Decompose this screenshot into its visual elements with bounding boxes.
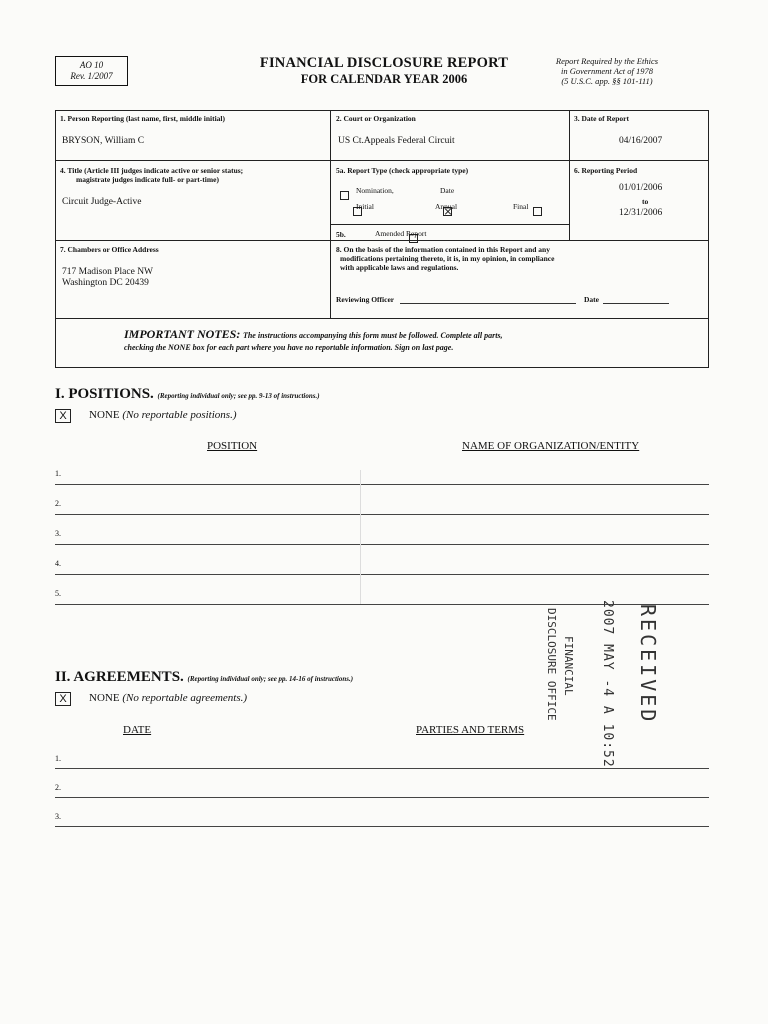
divider xyxy=(55,160,709,161)
initial-label: Initial xyxy=(356,202,374,211)
agreements-none-word: NONE xyxy=(89,692,120,704)
reporting-period-label: 6. Reporting Period xyxy=(574,166,638,175)
nomination-label: Nomination, xyxy=(356,186,394,195)
positions-row-number: 3. xyxy=(55,529,61,538)
form-revision: Rev. 1/2007 xyxy=(70,71,113,81)
nomination-checkbox[interactable] xyxy=(340,191,349,200)
address-line-2[interactable]: Washington DC 20439 xyxy=(62,278,149,288)
final-label: Final xyxy=(513,202,529,211)
positions-none-detail: (No reportable positions.) xyxy=(122,409,237,421)
organization-column-header: NAME OF ORGANIZATION/ENTITY xyxy=(462,440,640,452)
ethics-line-1: Report Required by the Ethics xyxy=(555,56,659,66)
positions-row-line[interactable] xyxy=(55,544,709,545)
court-value[interactable]: US Ct.Appeals Federal Circuit xyxy=(338,136,455,146)
agreements-row-number: 2. xyxy=(55,783,61,792)
period-to-word: to xyxy=(642,197,649,206)
annual-label: Annual xyxy=(435,202,458,211)
form-code: AO 10 xyxy=(79,60,104,70)
agreements-heading xyxy=(55,669,353,686)
agreements-row-line[interactable] xyxy=(55,797,709,798)
final-checkbox[interactable] xyxy=(533,207,542,216)
divider xyxy=(330,110,331,318)
positions-row-line[interactable] xyxy=(55,574,709,575)
positions-row-line[interactable] xyxy=(55,484,709,485)
received-stamp-date: 2007 MAY -4 A 10:52 xyxy=(600,600,615,768)
divider xyxy=(569,110,570,240)
agreements-note: (Reporting individual only; see pp. 14-16 of instructions.) xyxy=(187,675,354,683)
received-stamp: RECEIVED xyxy=(636,604,660,725)
divider xyxy=(55,240,709,241)
important-notes-text-2: checking the NONE box for each part where you have no reportable information. Sign on last page. xyxy=(124,343,454,352)
positions-row-number: 5. xyxy=(55,589,61,598)
nomination-date-label: Date xyxy=(440,186,455,195)
certification-line-3: with applicable laws and regulations. xyxy=(340,263,459,272)
title-label: 4. Title (Article III judges indicate active or senior status; xyxy=(60,166,244,175)
agreements-row-number: 1. xyxy=(55,754,61,763)
important-notes xyxy=(124,327,503,342)
court-label: 2. Court or Organization xyxy=(336,114,416,123)
agreements-none-label xyxy=(89,692,247,704)
positions-row-number: 4. xyxy=(55,559,61,568)
positions-note: (Reporting individual only; see pp. 9-13 of instructions.) xyxy=(157,392,320,400)
person-reporting-value[interactable]: BRYSON, William C xyxy=(62,136,145,146)
address-label: 7. Chambers or Office Address xyxy=(60,245,159,254)
reviewing-officer-label: Reviewing Officer xyxy=(336,295,395,304)
positions-none-label xyxy=(89,409,237,421)
stamp-office-line-2: DISCLOSURE OFFICE xyxy=(545,608,558,721)
positions-row-number: 1. xyxy=(55,469,61,478)
review-date-line[interactable] xyxy=(603,303,669,304)
important-notes-heading: IMPORTANT NOTES: xyxy=(124,327,241,341)
positions-row-line[interactable] xyxy=(55,514,709,515)
title-value[interactable]: Circuit Judge-Active xyxy=(62,197,142,207)
date-of-report-label: 3. Date of Report xyxy=(574,114,629,123)
amended-label: Amended Report xyxy=(375,229,427,238)
positions-row-number: 2. xyxy=(55,499,61,508)
period-to[interactable]: 12/31/2006 xyxy=(619,208,663,218)
report-title: FINANCIAL DISCLOSURE REPORT xyxy=(259,55,509,71)
agreements-row-number: 3. xyxy=(55,812,61,821)
report-type-label: 5a. Report Type (check appropriate type) xyxy=(336,166,469,175)
person-reporting-label: 1. Person Reporting (last name, first, middle initial) xyxy=(60,114,225,123)
positions-title: I. POSITIONS. xyxy=(55,386,154,402)
positions-none-checkbox[interactable]: X xyxy=(55,409,71,423)
stamp-office-line-1: FINANCIAL xyxy=(562,636,575,696)
parties-terms-column-header: PARTIES AND TERMS xyxy=(416,724,525,736)
title-label-line-2: magistrate judges indicate full- or part-time) xyxy=(76,175,219,184)
positions-none-word: NONE xyxy=(89,409,120,421)
column-divider xyxy=(360,470,361,604)
positions-heading xyxy=(55,386,320,403)
agreements-none-detail: (No reportable agreements.) xyxy=(122,692,248,704)
ethics-line-3: (5 U.S.C. app. §§ 101-111) xyxy=(561,76,653,86)
reviewing-officer-line[interactable] xyxy=(400,303,576,304)
review-date-label: Date xyxy=(584,295,599,304)
certification-line-2: modifications pertaining thereto, it is, in my opinion, in compliance xyxy=(340,254,555,263)
ethics-line-2: in Government Act of 1978 xyxy=(561,66,653,76)
agreements-row-line[interactable] xyxy=(55,768,709,769)
address-line-1[interactable]: 717 Madison Place NW xyxy=(62,267,154,277)
ethics-notice xyxy=(542,56,672,86)
position-column-header: POSITION xyxy=(207,440,258,452)
agreements-row-line[interactable] xyxy=(55,826,709,827)
report-subtitle: FOR CALENDAR YEAR 2006 xyxy=(300,72,468,86)
date-of-report-value[interactable]: 04/16/2007 xyxy=(619,136,663,146)
important-notes-text-1: The instructions accompanying this form must be followed. Complete all parts, xyxy=(242,331,503,340)
period-from[interactable]: 01/01/2006 xyxy=(619,183,663,193)
agreements-title: II. AGREEMENTS. xyxy=(55,669,184,685)
agreements-none-checkbox[interactable]: X xyxy=(55,692,71,706)
amended-number: 5b. xyxy=(336,230,346,239)
divider xyxy=(55,318,709,319)
divider xyxy=(330,224,569,225)
date-column-header: DATE xyxy=(123,724,152,736)
certification-line-1: 8. On the basis of the information contained in this Report and any xyxy=(336,245,550,254)
